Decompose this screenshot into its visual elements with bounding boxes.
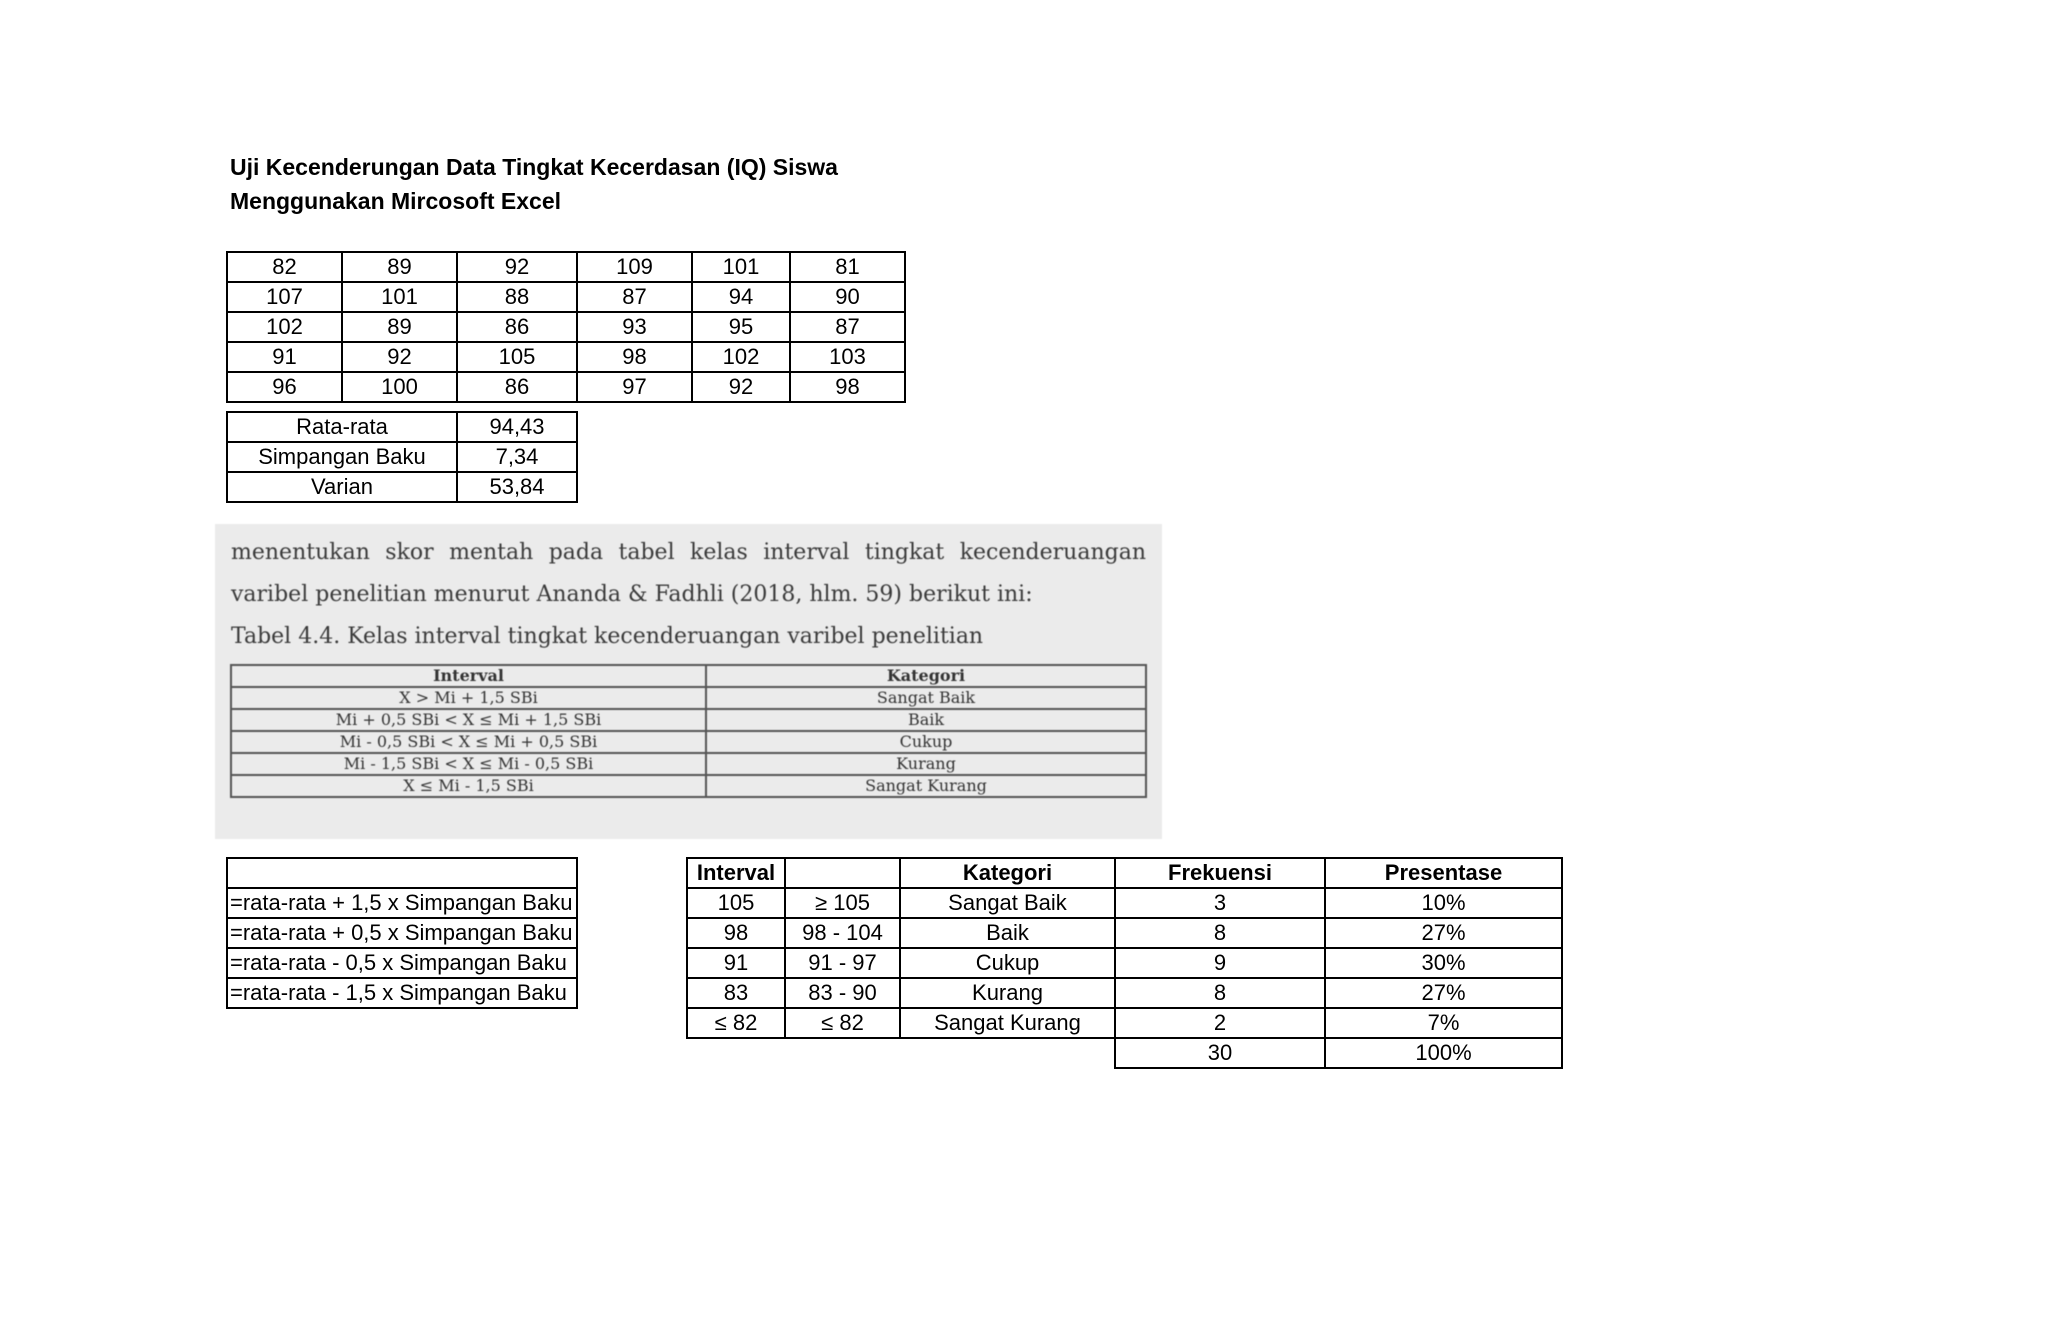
table-row <box>227 372 905 402</box>
data-cell[interactable]: 105 <box>457 342 577 372</box>
frekuensi-cell[interactable]: 2 <box>1115 1008 1325 1038</box>
data-cell[interactable]: 92 <box>342 342 457 372</box>
total-row <box>227 1038 1562 1068</box>
spacer-cell <box>577 1038 687 1068</box>
excerpt-kategori: Kurang <box>706 753 1146 775</box>
table-header-row <box>231 665 1146 687</box>
statistics-table <box>226 411 578 503</box>
presentase-cell[interactable]: 30% <box>1325 948 1562 978</box>
data-cell[interactable]: 102 <box>227 312 342 342</box>
spacer-cell <box>900 1038 1115 1068</box>
stat-row-mean <box>227 412 577 442</box>
column-header-interval[interactable]: Interval <box>687 858 785 888</box>
spacer-cell <box>785 1038 900 1068</box>
spacer-cell <box>577 858 687 888</box>
interval-value-cell[interactable]: ≤ 82 <box>687 1008 785 1038</box>
document-title <box>230 150 838 218</box>
spacer-cell <box>227 1008 577 1038</box>
spacer-cell <box>227 1038 577 1068</box>
formula-cell[interactable]: =rata-rata - 1,5 x Simpangan Baku <box>227 978 577 1008</box>
column-header-frekuensi[interactable]: Frekuensi <box>1115 858 1325 888</box>
data-cell[interactable]: 82 <box>227 252 342 282</box>
frekuensi-cell[interactable]: 3 <box>1115 888 1325 918</box>
table-row <box>227 918 1562 948</box>
data-cell[interactable]: 86 <box>457 372 577 402</box>
interval-value-cell[interactable]: 91 <box>687 948 785 978</box>
data-cell[interactable]: 97 <box>577 372 692 402</box>
data-cell[interactable]: 93 <box>577 312 692 342</box>
data-cell[interactable]: 89 <box>342 312 457 342</box>
stat-row-stddev <box>227 442 577 472</box>
data-cell[interactable]: 101 <box>342 282 457 312</box>
total-presentase-cell[interactable]: 100% <box>1325 1038 1562 1068</box>
spacer-cell <box>577 1008 687 1038</box>
excerpt-text-line-1: menentukan skor mentah pada tabel kelas interval tingkat kecenderuangan <box>231 540 1146 565</box>
stat-label[interactable]: Varian <box>227 472 457 502</box>
frekuensi-cell[interactable]: 8 <box>1115 978 1325 1008</box>
data-cell[interactable]: 98 <box>577 342 692 372</box>
stat-value[interactable]: 53,84 <box>457 472 577 502</box>
data-cell[interactable]: 107 <box>227 282 342 312</box>
stat-value[interactable]: 94,43 <box>457 412 577 442</box>
excerpt-interval-table <box>230 664 1147 798</box>
spacer-cell <box>577 978 687 1008</box>
data-cell[interactable]: 87 <box>577 282 692 312</box>
data-cell[interactable]: 89 <box>342 252 457 282</box>
frekuensi-cell[interactable]: 9 <box>1115 948 1325 978</box>
title-line-1: Uji Kecenderungan Data Tingkat Kecerdasan (IQ) Siswa <box>230 154 838 180</box>
table-row <box>227 342 905 372</box>
interval-range-cell[interactable]: 83 - 90 <box>785 978 900 1008</box>
excerpt-interval: Mi - 1,5 SBi < X ≤ Mi - 0,5 SBi <box>231 753 706 775</box>
presentase-cell[interactable]: 27% <box>1325 978 1562 1008</box>
kategori-cell[interactable]: Sangat Baik <box>900 888 1115 918</box>
data-cell[interactable]: 109 <box>577 252 692 282</box>
data-cell[interactable]: 102 <box>692 342 790 372</box>
data-cell[interactable]: 90 <box>790 282 905 312</box>
interval-value-cell[interactable]: 105 <box>687 888 785 918</box>
stat-label[interactable]: Simpangan Baku <box>227 442 457 472</box>
data-cell[interactable]: 96 <box>227 372 342 402</box>
interval-value-cell[interactable]: 98 <box>687 918 785 948</box>
table-row <box>227 1008 1562 1038</box>
data-cell[interactable]: 98 <box>790 372 905 402</box>
spacer-cell <box>577 948 687 978</box>
presentase-cell[interactable]: 7% <box>1325 1008 1562 1038</box>
excerpt-caption: Tabel 4.4. Kelas interval tingkat kecenderuangan varibel penelitian <box>231 624 984 649</box>
data-cell[interactable]: 101 <box>692 252 790 282</box>
formula-cell[interactable]: =rata-rata - 0,5 x Simpangan Baku <box>227 948 577 978</box>
excerpt-interval: X ≤ Mi - 1,5 SBi <box>231 775 706 797</box>
data-cell[interactable]: 95 <box>692 312 790 342</box>
spacer-cell <box>687 1038 785 1068</box>
kategori-cell[interactable]: Kurang <box>900 978 1115 1008</box>
data-cell[interactable]: 100 <box>342 372 457 402</box>
data-cell[interactable]: 91 <box>227 342 342 372</box>
data-cell[interactable]: 92 <box>457 252 577 282</box>
frekuensi-cell[interactable]: 8 <box>1115 918 1325 948</box>
presentase-cell[interactable]: 27% <box>1325 918 1562 948</box>
spacer-cell <box>577 888 687 918</box>
excerpt-text-line-2: varibel penelitian menurut Ananda & Fadhli (2018, hlm. 59) berikut ini: <box>231 582 1033 607</box>
table-row <box>227 948 1562 978</box>
table-row <box>227 282 905 312</box>
interval-range-cell[interactable]: 98 - 104 <box>785 918 900 948</box>
excerpt-kategori: Sangat Baik <box>706 687 1146 709</box>
data-cell[interactable]: 103 <box>790 342 905 372</box>
table-row <box>227 888 1562 918</box>
table-row <box>227 978 1562 1008</box>
table-row <box>231 731 1146 753</box>
header-blank-cell[interactable] <box>227 858 577 888</box>
presentase-cell[interactable]: 10% <box>1325 888 1562 918</box>
excerpt-interval: Mi + 0,5 SBi < X ≤ Mi + 1,5 SBi <box>231 709 706 731</box>
excerpt-interval: Mi - 0,5 SBi < X ≤ Mi + 0,5 SBi <box>231 731 706 753</box>
kategori-cell[interactable]: Sangat Kurang <box>900 1008 1115 1038</box>
formula-cell[interactable]: =rata-rata + 1,5 x Simpangan Baku <box>227 888 577 918</box>
interval-range-cell[interactable]: 91 - 97 <box>785 948 900 978</box>
stat-label[interactable]: Rata-rata <box>227 412 457 442</box>
excerpt-kategori: Baik <box>706 709 1146 731</box>
spacer-cell <box>577 918 687 948</box>
data-cell[interactable]: 87 <box>790 312 905 342</box>
formula-cell[interactable]: =rata-rata + 0,5 x Simpangan Baku <box>227 918 577 948</box>
table-row <box>231 753 1146 775</box>
stat-value[interactable]: 7,34 <box>457 442 577 472</box>
total-frekuensi-cell[interactable]: 30 <box>1115 1038 1325 1068</box>
data-cell[interactable]: 94 <box>692 282 790 312</box>
column-header-kategori[interactable]: Kategori <box>900 858 1115 888</box>
kategori-cell[interactable]: Baik <box>900 918 1115 948</box>
column-header-presentase[interactable]: Presentase <box>1325 858 1562 888</box>
data-cell[interactable]: 88 <box>457 282 577 312</box>
data-cell[interactable]: 92 <box>692 372 790 402</box>
table-row <box>227 312 905 342</box>
table-row <box>231 709 1146 731</box>
interval-value-cell[interactable]: 83 <box>687 978 785 1008</box>
category-result-table <box>226 857 1563 1069</box>
excerpt-kategori: Sangat Kurang <box>706 775 1146 797</box>
interval-range-cell[interactable]: ≤ 82 <box>785 1008 900 1038</box>
data-cell[interactable]: 86 <box>457 312 577 342</box>
table-header-row <box>227 858 1562 888</box>
stat-row-variance <box>227 472 577 502</box>
table-row <box>231 687 1146 709</box>
kategori-cell[interactable]: Cukup <box>900 948 1115 978</box>
table-row <box>227 252 905 282</box>
column-header-interval: Interval <box>231 665 706 687</box>
iq-data-table <box>226 251 906 403</box>
title-line-2: Menggunakan Mircosoft Excel <box>230 188 562 214</box>
header-blank-cell[interactable] <box>785 858 900 888</box>
data-cell[interactable]: 81 <box>790 252 905 282</box>
excerpt-interval: X > Mi + 1,5 SBi <box>231 687 706 709</box>
interval-range-cell[interactable]: ≥ 105 <box>785 888 900 918</box>
table-row <box>231 775 1146 797</box>
excerpt-kategori: Cukup <box>706 731 1146 753</box>
column-header-kategori: Kategori <box>706 665 1146 687</box>
reference-excerpt-image[interactable] <box>215 524 1162 839</box>
